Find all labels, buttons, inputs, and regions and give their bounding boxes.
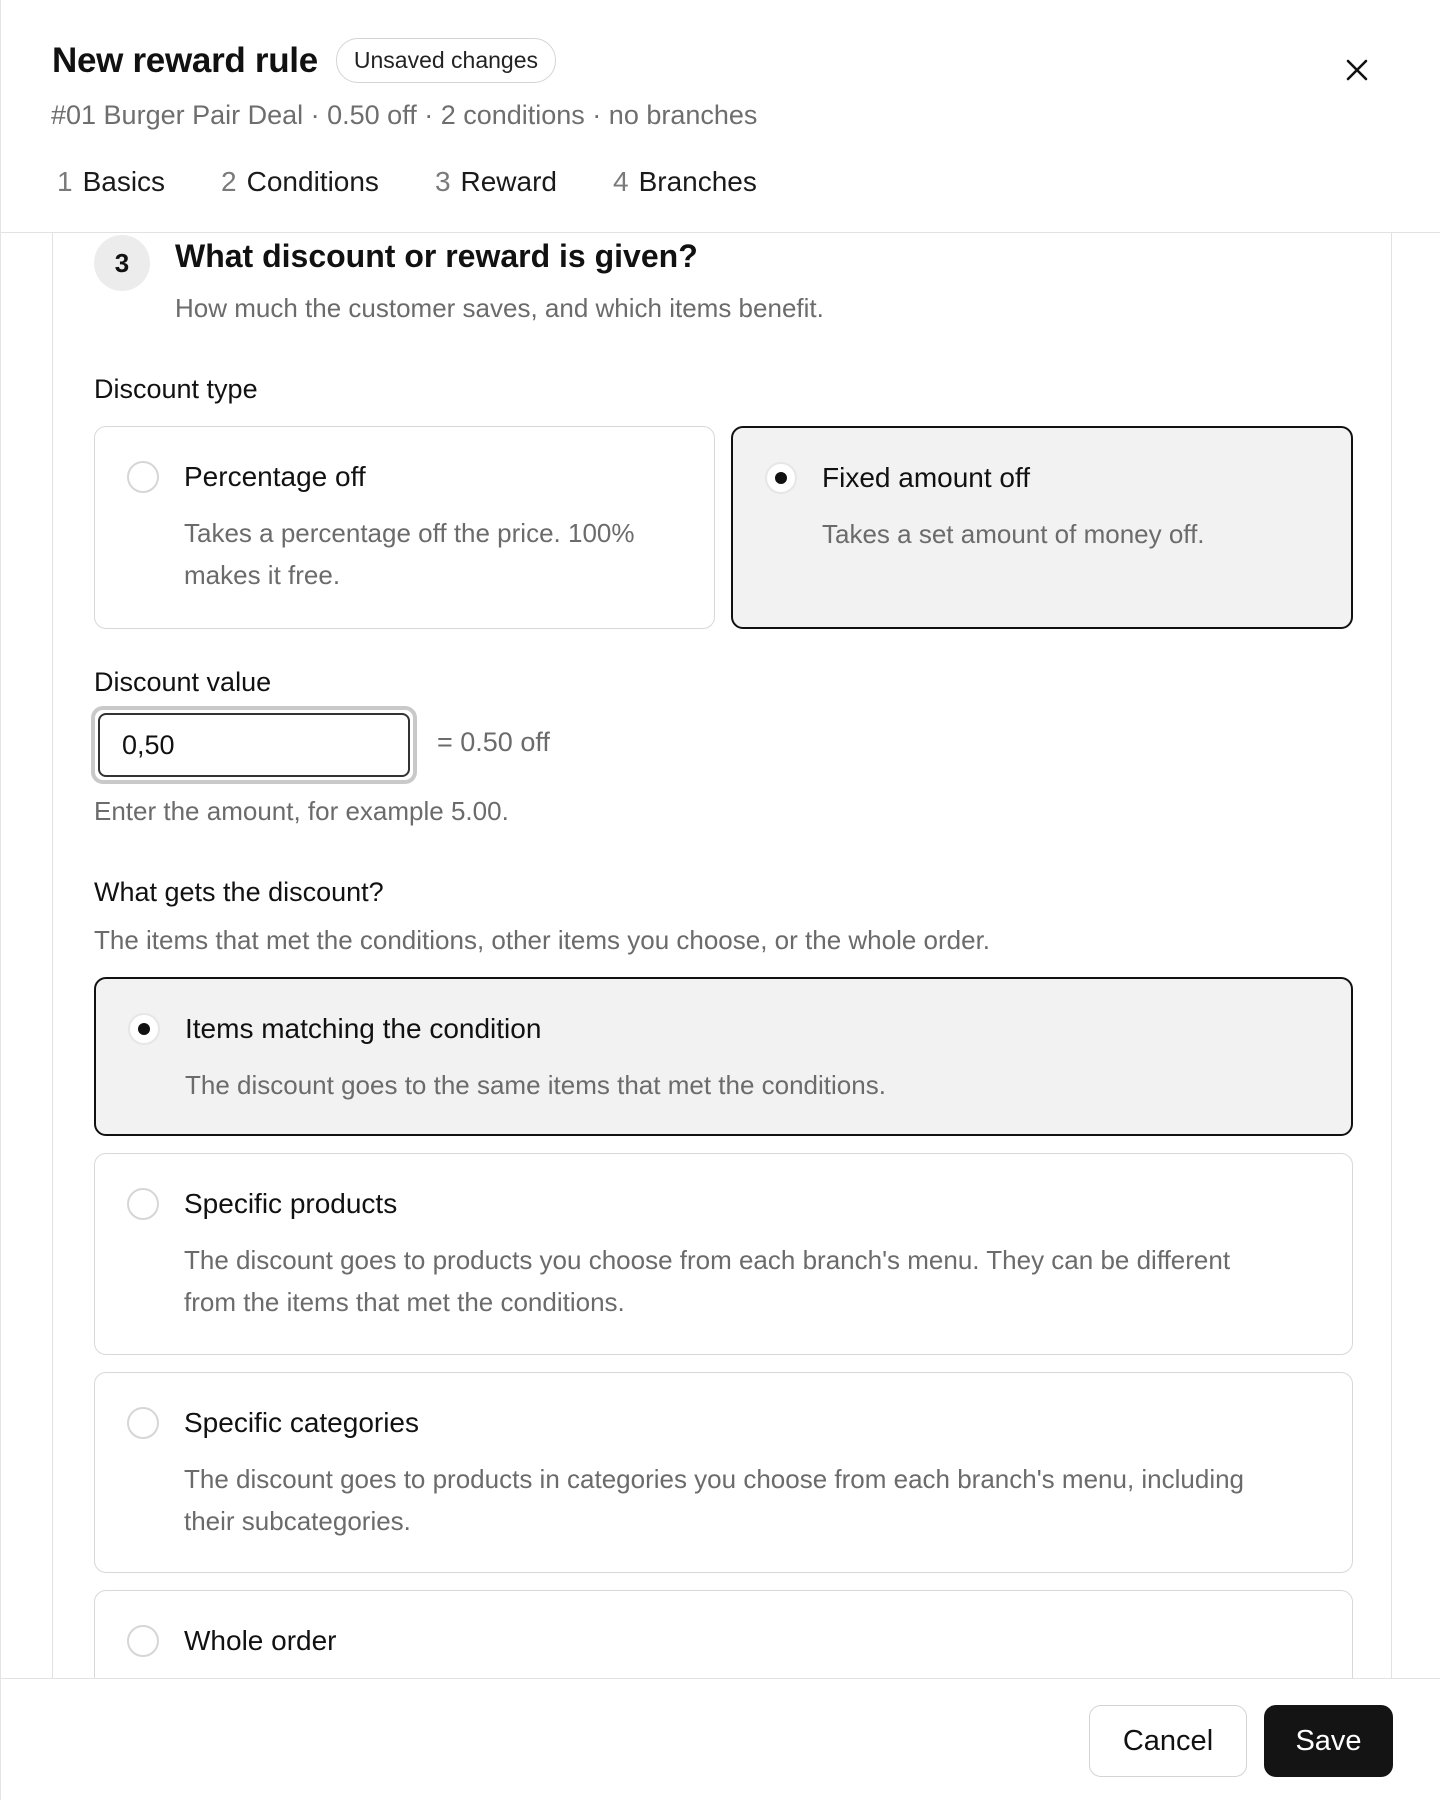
tab-number: 1 [57, 166, 73, 197]
close-icon [1345, 58, 1369, 82]
save-button[interactable]: Save [1264, 1705, 1393, 1777]
option-title: Specific categories [184, 1407, 420, 1438]
tab-label: Reward [460, 166, 557, 197]
modal-header [1, 0, 1440, 233]
discount-preview: = 0.50 off [437, 727, 550, 757]
title-row [52, 38, 556, 83]
option-items-matching[interactable] [94, 977, 1353, 1136]
radio-button[interactable] [127, 461, 159, 493]
option-description: The discount goes to the same items that met the conditions. [185, 1070, 886, 1100]
option-title: Fixed amount off [822, 462, 1031, 493]
radio-button[interactable] [127, 1625, 159, 1657]
tab-conditions[interactable] [221, 166, 379, 198]
discount-value-help: Enter the amount, for example 5.00. [94, 796, 509, 826]
section-description: How much the customer saves, and which items benefit. [175, 293, 824, 323]
radio-button-selected[interactable] [765, 462, 797, 494]
tab-reward[interactable] [435, 166, 557, 198]
option-description: Takes a set amount of money off. [822, 519, 1205, 549]
target-label: What gets the discount? [94, 877, 384, 907]
tab-branches[interactable] [613, 166, 757, 198]
radio-button-selected[interactable] [128, 1013, 160, 1045]
tab-number: 4 [613, 166, 629, 197]
option-fixed-amount-off[interactable] [731, 426, 1353, 629]
radio-button[interactable] [127, 1407, 159, 1439]
discount-value-label: Discount value [94, 667, 272, 697]
section-title: What discount or reward is given? [175, 238, 698, 274]
tab-number: 3 [434, 166, 451, 197]
discount-type-label: Discount type [94, 374, 258, 404]
discount-value-field [91, 706, 417, 784]
radio-button[interactable] [127, 1188, 159, 1220]
option-whole-order[interactable] [94, 1590, 1353, 1678]
tab-number: 2 [221, 166, 237, 197]
discount-value-input[interactable] [98, 713, 410, 777]
reward-step-content [52, 233, 1392, 1678]
rule-summary: #01 Burger Pair Deal · 0.50 off · 2 conditions · no branches [51, 100, 758, 130]
option-title: Percentage off [184, 461, 366, 492]
option-specific-categories[interactable] [94, 1372, 1353, 1573]
cancel-button[interactable]: Cancel [1089, 1705, 1247, 1777]
option-description: The discount goes to products in categories you choose from each branch's menu, including their subcategories. [184, 1464, 1245, 1536]
tab-basics[interactable] [57, 166, 165, 198]
modal-title: New reward rule [52, 40, 318, 80]
option-title: Items matching the condition [185, 1013, 542, 1044]
modal-footer [1, 1678, 1440, 1800]
tab-label: Conditions [246, 166, 379, 197]
option-percentage-off[interactable] [94, 426, 715, 629]
unsaved-badge: Unsaved changes [336, 38, 556, 83]
option-specific-products[interactable] [94, 1153, 1353, 1355]
step-number-badge: 3 [94, 235, 150, 291]
tab-label: Branches [638, 166, 757, 197]
close-button[interactable] [1337, 50, 1377, 90]
target-description: The items that met the conditions, other items you choose, or the whole order. [94, 925, 991, 955]
option-description: The discount goes to products you choose from each branch's menu. They can be different from the items that met the conditions. [184, 1245, 1231, 1317]
option-title: Specific products [184, 1188, 398, 1219]
tab-label: Basics [82, 166, 166, 197]
option-description: Takes a percentage off the price. 100% makes it free. [184, 518, 635, 590]
step-tabs [57, 166, 757, 198]
option-title: Whole order [184, 1625, 337, 1656]
